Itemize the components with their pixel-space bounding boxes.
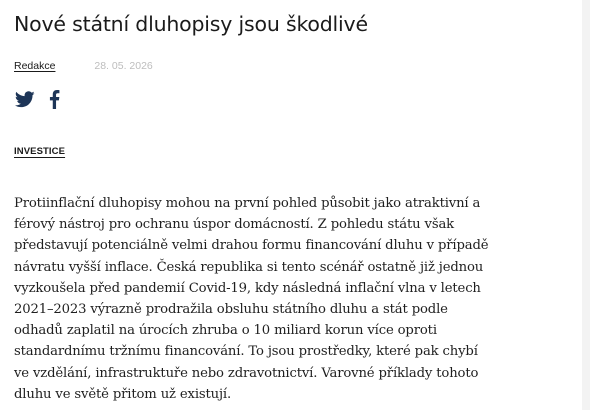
twitter-icon [15, 91, 35, 108]
body-line: standardnímu tržnímu financování. To jsou prostředky, které pak chybí [14, 344, 478, 360]
author-link[interactable]: Redakce [14, 60, 56, 72]
publish-date: 28. 05. 2026 [94, 60, 153, 72]
body-line: férový nástroj pro ochranu úspor domácností. Z pohledu státu však [14, 217, 454, 233]
section-tag[interactable]: INVESTICE [14, 146, 66, 157]
share-buttons [15, 90, 60, 109]
body-line: dluhu ve světě přitom už existují. [14, 386, 232, 402]
article-meta [14, 60, 153, 72]
right-rail [582, 0, 590, 410]
body-line: návratu vyšší inflace. Česká republika si tento scénář ostatně již jednou [14, 259, 484, 275]
facebook-share-button[interactable] [49, 90, 60, 109]
article-title: Nové státní dluhopisy jsou škodlivé [14, 12, 368, 36]
facebook-icon [49, 90, 60, 109]
body-line: odhadů zaplatil na úrocích zhruba o 10 miliard korun více oproti [14, 323, 437, 339]
article-body [14, 193, 574, 405]
body-line: 2021–2023 výrazně prodražila obsluhu státního dluhu a stát podle [14, 302, 448, 318]
twitter-share-button[interactable] [15, 91, 35, 108]
body-line: vyzkoušela před pandemií Covid-19, kdy následná inflační vlna v letech [14, 280, 481, 296]
body-line: Protiinflační dluhopisy mohou na první pohled působit jako atraktivní a [14, 196, 481, 211]
body-line: ve vzdělání, infrastruktuře nebo zdravotnictví. Varovné příklady tohoto [14, 365, 479, 381]
body-line: představují potenciálně velmi drahou formu financování dluhu v případě [14, 238, 489, 254]
